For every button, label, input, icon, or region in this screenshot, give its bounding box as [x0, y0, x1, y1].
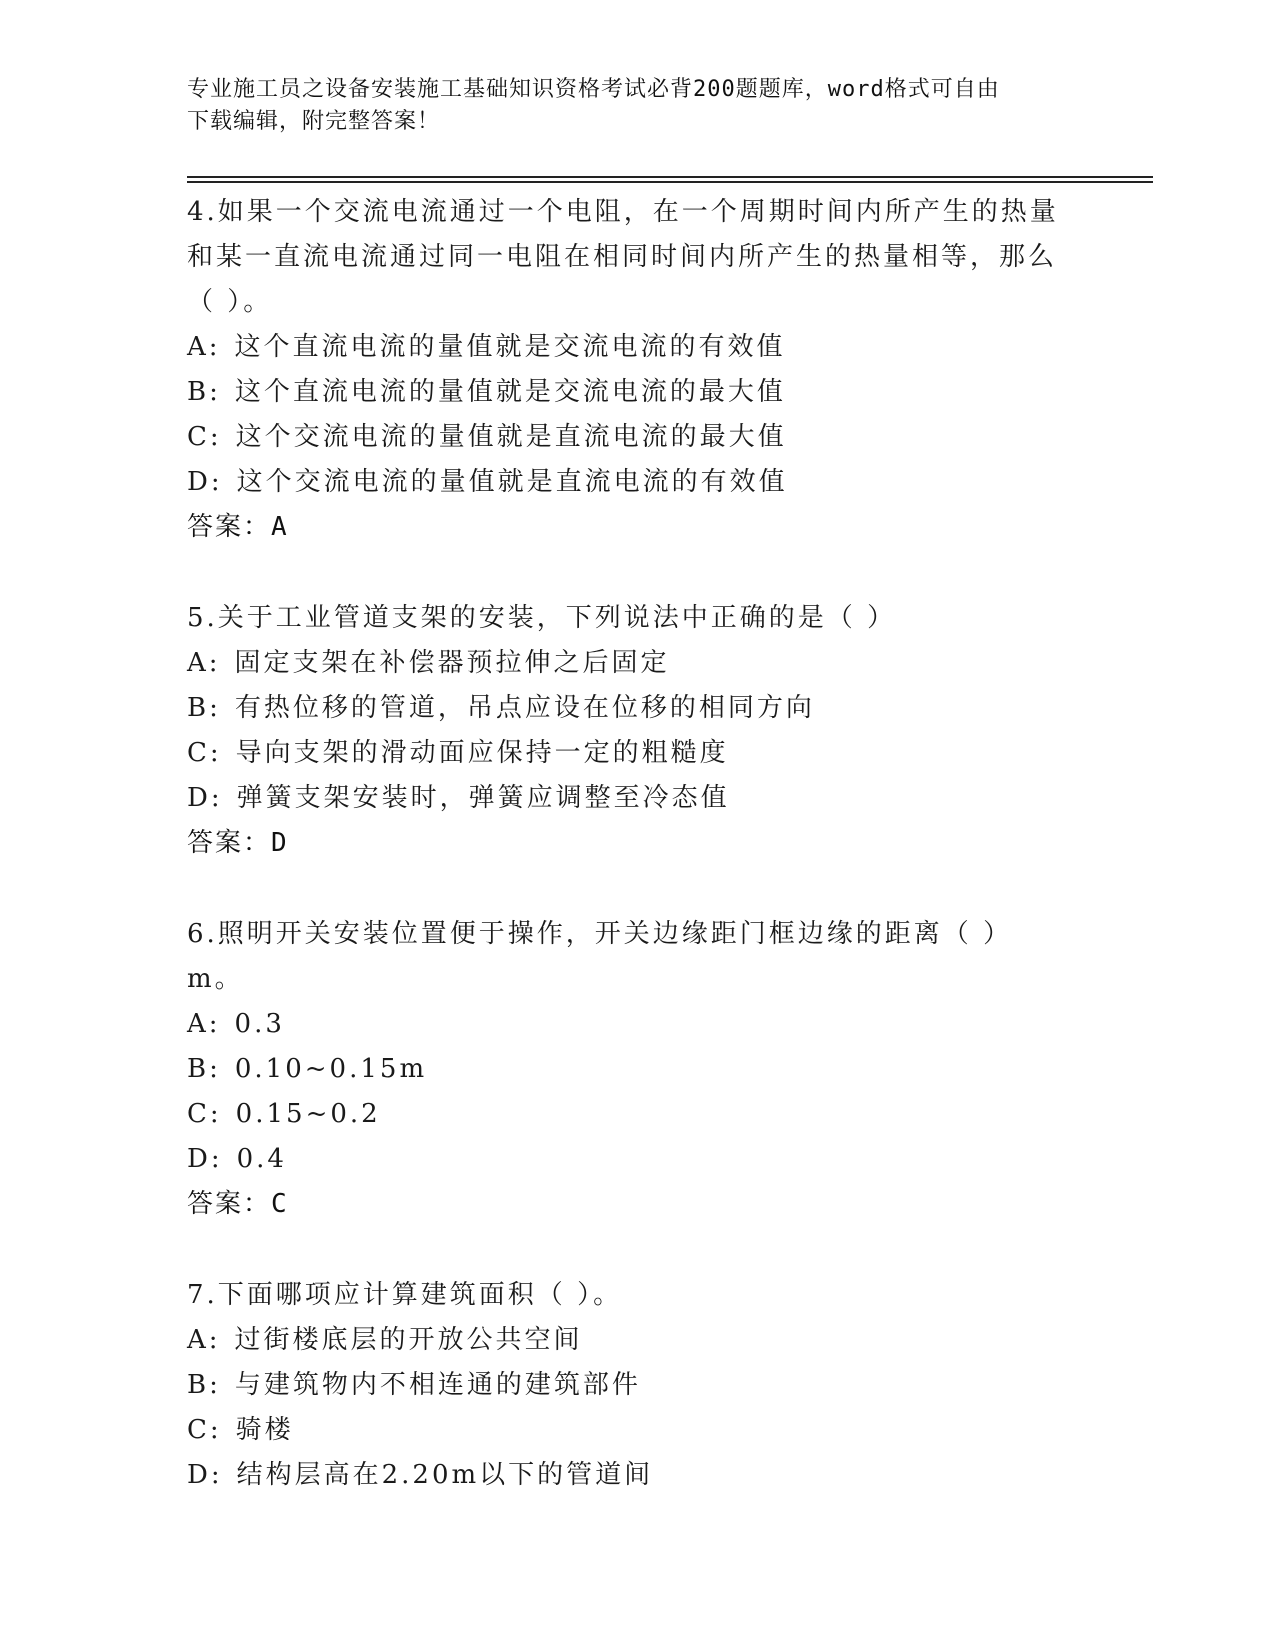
option-key: B	[187, 1370, 210, 1400]
question-stem: 7.下面哪项应计算建筑面积（ ）。	[187, 1280, 623, 1310]
option-text: 过街楼底层的开放公共空间	[234, 1325, 583, 1355]
option-key: C	[187, 1099, 210, 1129]
question-7	[187, 1273, 1087, 1498]
answer-label: 答案：C	[187, 1189, 289, 1219]
option-c: C: 0.15~0.2	[187, 1099, 381, 1129]
option-a: A: 过街楼底层的开放公共空间	[187, 1325, 583, 1355]
option-text: 0.4	[236, 1144, 287, 1174]
option-key: A	[187, 332, 209, 362]
option-b: B: 与建筑物内不相连通的建筑部件	[187, 1370, 641, 1400]
option-key: D	[187, 1144, 211, 1174]
option-c: C: 骑楼	[187, 1415, 294, 1445]
question-list	[187, 190, 1087, 1498]
spacer	[187, 866, 1087, 912]
option-text: 0.10~0.15m	[234, 1054, 428, 1084]
option-key: C	[187, 738, 210, 768]
option-text: 0.15~0.2	[235, 1099, 381, 1129]
option-a: A: 0.3	[187, 1009, 285, 1039]
option-text: 有热位移的管道，吊点应设在位移的相同方向	[234, 693, 815, 723]
option-text: 导向支架的滑动面应保持一定的粗糙度	[235, 738, 729, 768]
header-divider-top	[187, 176, 1153, 178]
option-key: A	[187, 1009, 209, 1039]
option-text: 0.3	[234, 1009, 285, 1039]
question-stem: 6.照明开关安装位置便于操作，开关边缘距门框边缘的距离（ ）m。	[187, 919, 1013, 994]
question-6	[187, 912, 1087, 1227]
option-text: 这个直流电流的量值就是交流电流的最大值	[234, 377, 786, 407]
answer-label: 答案：A	[187, 512, 289, 542]
option-d: D: 这个交流电流的量值就是直流电流的有效值	[187, 467, 788, 497]
option-text: 这个交流电流的量值就是直流电流的最大值	[235, 422, 787, 452]
option-text: 结构层高在2.20m以下的管道间	[236, 1460, 654, 1490]
option-d: D: 结构层高在2.20m以下的管道间	[187, 1460, 654, 1490]
header-divider-bottom	[187, 181, 1153, 183]
question-4	[187, 190, 1087, 550]
option-key: B	[187, 377, 210, 407]
option-a: A: 固定支架在补偿器预拉伸之后固定	[187, 648, 670, 678]
option-b: B: 有热位移的管道，吊点应设在位移的相同方向	[187, 693, 815, 723]
option-text: 这个直流电流的量值就是交流电流的有效值	[234, 332, 786, 362]
option-key: D	[187, 467, 211, 497]
question-stem: 4.如果一个交流电流通过一个电阻，在一个周期时间内所产生的热量和某一直流电流通过同一电阻在相同时间内所产生的热量相等，那么（ ）。	[187, 197, 1059, 317]
answer-label: 答案：D	[187, 828, 289, 858]
option-key: C	[187, 422, 210, 452]
option-text: 弹簧支架安装时，弹簧应调整至冷态值	[236, 783, 730, 813]
option-text: 这个交流电流的量值就是直流电流的有效值	[236, 467, 788, 497]
option-key: B	[187, 1054, 210, 1084]
option-key: C	[187, 1415, 210, 1445]
spacer	[187, 550, 1087, 596]
spacer	[187, 1227, 1087, 1273]
option-d: D: 0.4	[187, 1144, 287, 1174]
option-d: D: 弹簧支架安装时，弹簧应调整至冷态值	[187, 783, 730, 813]
header-line-2: 下载编辑，附完整答案！	[187, 109, 441, 134]
option-b: B: 0.10~0.15m	[187, 1054, 428, 1084]
option-key: D	[187, 783, 211, 813]
option-key: A	[187, 648, 209, 678]
option-c: C: 这个交流电流的量值就是直流电流的最大值	[187, 422, 787, 452]
option-key: B	[187, 693, 210, 723]
document-header	[187, 74, 1087, 138]
option-b: B: 这个直流电流的量值就是交流电流的最大值	[187, 377, 786, 407]
option-a: A: 这个直流电流的量值就是交流电流的有效值	[187, 332, 786, 362]
question-5	[187, 596, 1087, 866]
option-text: 与建筑物内不相连通的建筑部件	[234, 1370, 641, 1400]
option-key: D	[187, 1460, 211, 1490]
option-text: 固定支架在补偿器预拉伸之后固定	[234, 648, 670, 678]
option-key: A	[187, 1325, 209, 1355]
header-line-1: 专业施工员之设备安装施工基础知识资格考试必背200题题库，word格式可自由	[187, 77, 1000, 102]
option-c: C: 导向支架的滑动面应保持一定的粗糙度	[187, 738, 729, 768]
question-stem: 5.关于工业管道支架的安装，下列说法中正确的是（ ）	[187, 603, 897, 633]
option-text: 骑楼	[235, 1415, 294, 1445]
